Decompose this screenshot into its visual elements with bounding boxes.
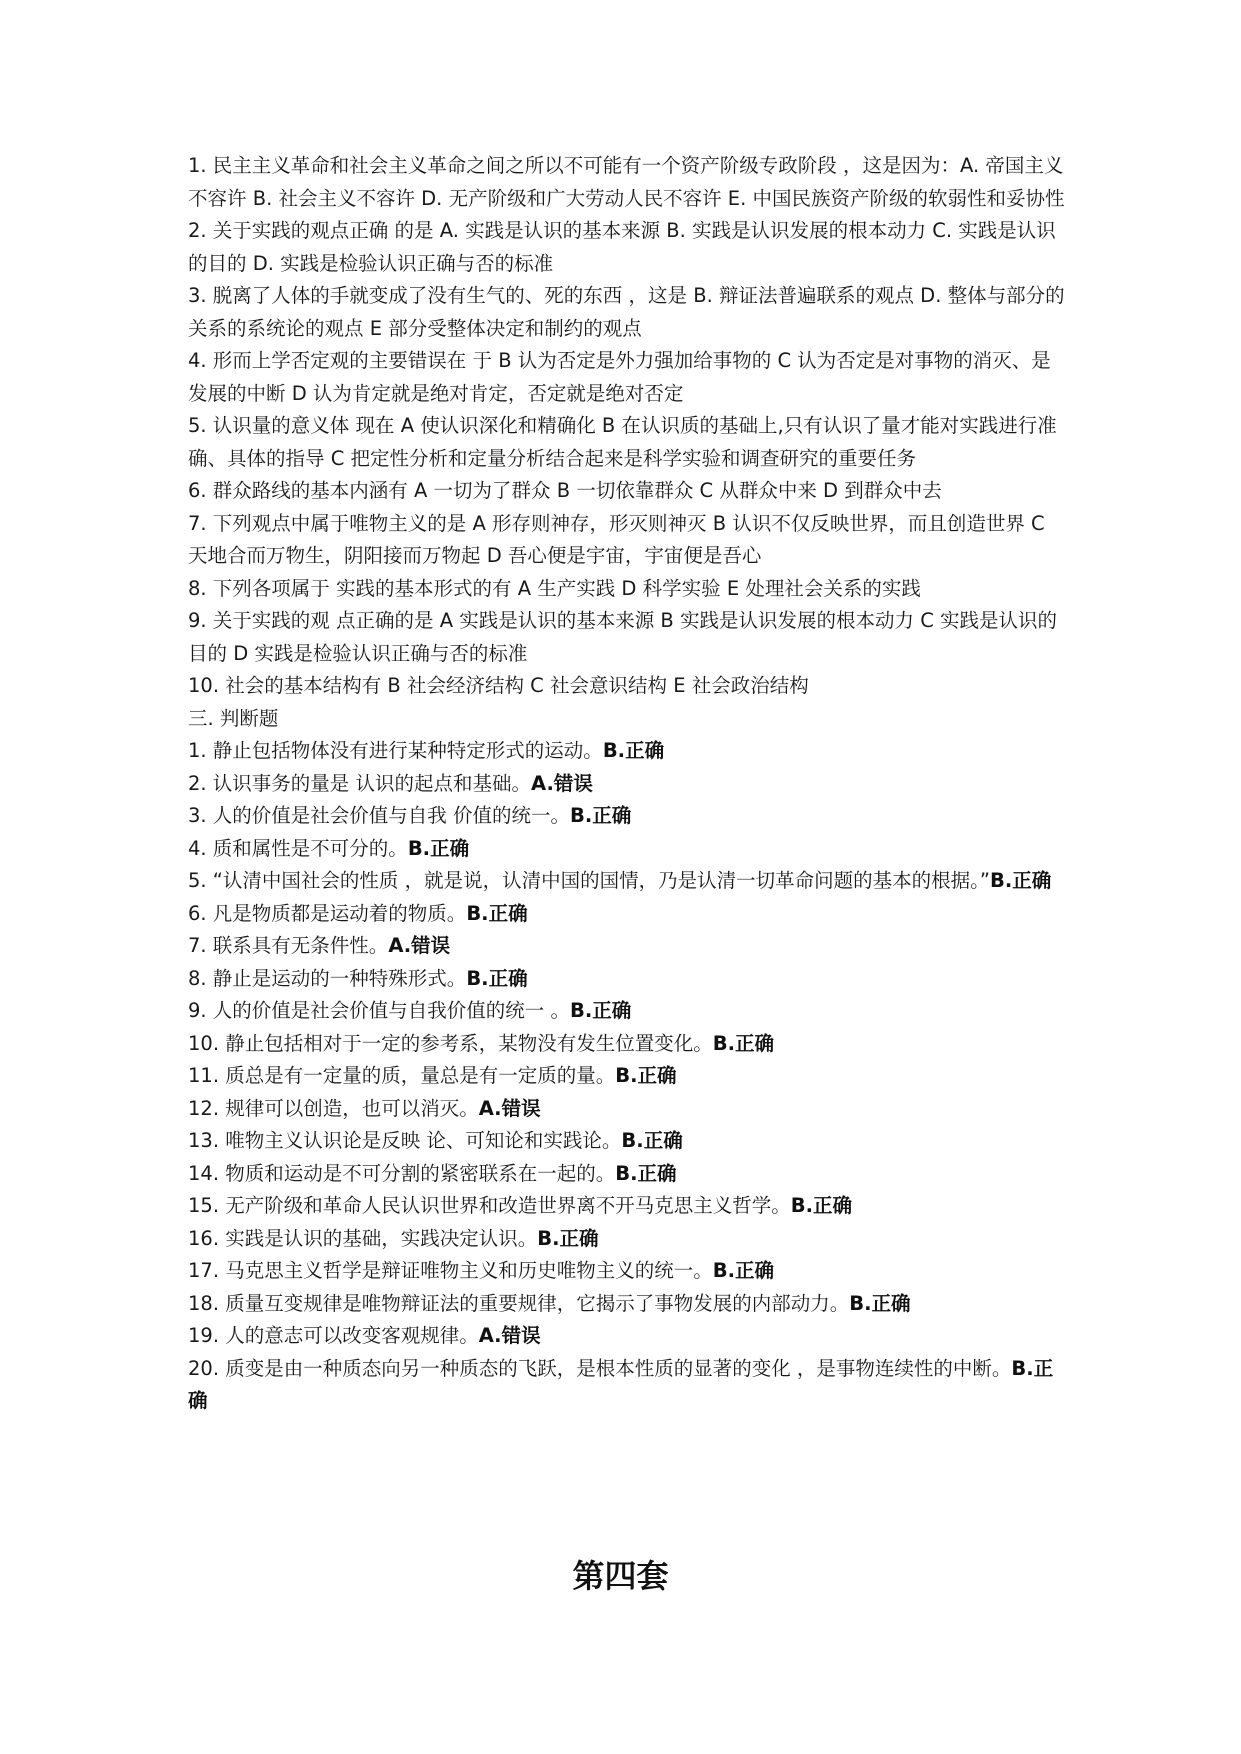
judgment-item-15 — [188, 1190, 1068, 1223]
judgment-item-13 — [188, 1125, 1068, 1158]
judgment-question: 13. 唯物主义认识论是反映 论、可知论和实践论。 — [188, 1129, 622, 1152]
section-heading: 三. 判断题 — [188, 706, 279, 730]
judgment-item-16 — [188, 1223, 1068, 1256]
judgment-answer: B.正确 — [570, 804, 632, 827]
choice-question-6: 6. 群众路线的基本内涵有 A 一切为了群众 B 一切依靠群众 C 从群众中来 D 到群众中去 — [188, 479, 942, 502]
judgment-item-18 — [188, 1288, 1068, 1321]
judgment-answer: B.正确 — [615, 1064, 677, 1087]
judgment-item-10 — [188, 1028, 1068, 1061]
choice-question-3: 3. 脱离了人体的手就变成了没有生气的、死的东西 ，这是 B. 辩证法普遍联系的观点 D. 整体与部分的关系的系统论的观点 E 部分受整体决定和制约的观点 — [188, 284, 1065, 340]
choice-question-1: 1. 民主主义革命和社会主义革命之间之所以不可能有一个资产阶级专政阶段 ，这是因为：A. 帝国主义不容许 B. 社会主义不容许 D. 无产阶级和广大劳动人民不容许 E. 中国民族资产阶级的软弱性和妥协性 — [188, 154, 1065, 210]
judgment-answer: B.正确 — [407, 836, 470, 860]
judgment-answer: B.正确 — [466, 966, 528, 990]
judgment-answer: A.错误 — [478, 1096, 541, 1120]
choice-question-2: 2. 关于实践的观点正确 的是 A. 实践是认识的基本来源 B. 实践是认识发展的根本动力 C. 实践是认识的目的 D. 实践是检验认识正确与否的标准 — [188, 219, 1056, 275]
judgment-question: 1. 静止包括物体没有进行某种特定形式的运动。 — [188, 739, 603, 762]
document-body — [188, 150, 1068, 1418]
judgment-item-20 — [188, 1353, 1068, 1418]
judgment-question: 18. 质量互变规律是唯物辩证法的重要规律，它揭示了事物发展的内部动力。 — [188, 1291, 850, 1315]
judgment-item-12 — [188, 1093, 1068, 1126]
judgment-question: 17. 马克思主义哲学是辩证唯物主义和历史唯物主义的统一。 — [188, 1259, 713, 1282]
choice-question-9: 9. 关于实践的观 点正确的是 A 实践是认识的基本来源 B 实践是认识发展的根本动力 C 实践是认识的目的 D 实践是检验认识正确与否的标准 — [188, 609, 1058, 665]
judgment-question: 10. 静止包括相对于一定的参考系，某物没有发生位置变化。 — [188, 1031, 713, 1055]
judgment-answer: B.正确 — [188, 1356, 1054, 1412]
judgment-item-3 — [188, 800, 1068, 833]
judgment-item-6 — [188, 898, 1068, 931]
judgment-answer: B.正确 — [989, 869, 1052, 892]
judgment-item-17 — [188, 1255, 1068, 1288]
judgment-answer: B.正确 — [621, 1129, 683, 1152]
judgment-item-11 — [188, 1060, 1068, 1093]
judgment-answer: A.错误 — [388, 934, 451, 957]
judgment-question: 3. 人的价值是社会价值与自我 价值的统一。 — [188, 804, 571, 827]
judgment-question: 11. 质总是有一定量的质，量总是有一定质的量。 — [188, 1064, 616, 1087]
judgment-question: 7. 联系具有无条件性。 — [188, 934, 389, 957]
judgment-item-14 — [188, 1158, 1068, 1191]
judgment-answer: B.正确 — [712, 1259, 774, 1282]
judgment-question: 4. 质和属性是不可分的。 — [188, 836, 408, 860]
judgment-item-4 — [188, 833, 1068, 866]
judgment-answer: B.正确 — [849, 1291, 911, 1315]
judgment-answer: B.正确 — [602, 739, 665, 762]
choice-question-4: 4. 形而上学否定观的主要错误在 于 B 认为否定是外力强加给事物的 C 认为否定是对事物的消灭、是发展的中断 D 认为肯定就是绝对肯定，否定就是绝对否定 — [188, 349, 1051, 405]
judgment-item-8 — [188, 963, 1068, 996]
judgment-answer: B.正确 — [466, 901, 528, 925]
judgment-answer: B.正确 — [790, 1194, 852, 1217]
judgment-answer: B.正确 — [615, 1161, 677, 1185]
judgment-answer: A.错误 — [478, 1324, 541, 1347]
choice-question-8: 8. 下列各项属于 实践的基本形式的有 A 生产实践 D 科学实验 E 处理社会关系的实践 — [188, 576, 921, 600]
judgment-question: 5. “认清中国社会的性质 ，就是说，认清中国的国情，乃是认清一切革命问题的基本的根据。” — [188, 869, 990, 892]
judgment-item-7 — [188, 930, 1068, 963]
judgment-answer: B.正确 — [570, 999, 632, 1022]
choice-question-7: 7. 下列观点中属于唯物主义的是 A 形存则神存，形灭则神灭 B 认识不仅反映世界，而且创造世界 C 天地合而万物生，阴阳接而万物起 D 吾心便是宇宙，宇宙便是吾心 — [188, 511, 1045, 567]
judgment-question: 8. 静止是运动的一种特殊形式。 — [188, 966, 467, 990]
judgment-item-19 — [188, 1320, 1068, 1353]
judgment-item-2 — [188, 768, 1068, 801]
judgment-question: 12. 规律可以创造，也可以消灭。 — [188, 1096, 479, 1120]
judgment-question: 16. 实践是认识的基础，实践决定认识。 — [188, 1226, 538, 1250]
judgment-question: 19. 人的意志可以改变客观规律。 — [188, 1324, 479, 1347]
judgment-item-1 — [188, 735, 1068, 768]
judgment-item-9 — [188, 995, 1068, 1028]
judgment-answer: B.正确 — [712, 1031, 774, 1055]
judgment-question: 2. 认识事务的量是 认识的起点和基础。 — [188, 771, 532, 795]
judgment-answer: B.正确 — [537, 1226, 599, 1250]
judgment-question: 6. 凡是物质都是运动着的物质。 — [188, 901, 467, 925]
judgment-question: 20. 质变是由一种质态向另一种质态的飞跃，是根本性质的显著的变化 ，是事物连续性的中断。 — [188, 1356, 1012, 1380]
judgment-question: 9. 人的价值是社会价值与自我价值的统一 。 — [188, 999, 571, 1022]
judgment-answer: A.错误 — [531, 771, 593, 795]
judgment-question: 15. 无产阶级和革命人民认识世界和改造世界离不开马克思主义哲学。 — [188, 1194, 791, 1217]
set-title: 第四套 — [572, 1557, 669, 1595]
judgment-item-5 — [188, 865, 1068, 898]
choice-question-10: 10. 社会的基本结构有 B 社会经济结构 C 社会意识结构 E 社会政治结构 — [188, 674, 809, 697]
judgment-question: 14. 物质和运动是不可分割的紧密联系在一起的。 — [188, 1161, 616, 1185]
choice-question-5: 5. 认识量的意义体 现在 A 使认识深化和精确化 B 在认识质的基础上,只有认识了量才能对实践进行准确、具体的指导 C 把定性分析和定量分析结合起来是科学实验和调查研究的重要任务 — [188, 414, 1057, 470]
